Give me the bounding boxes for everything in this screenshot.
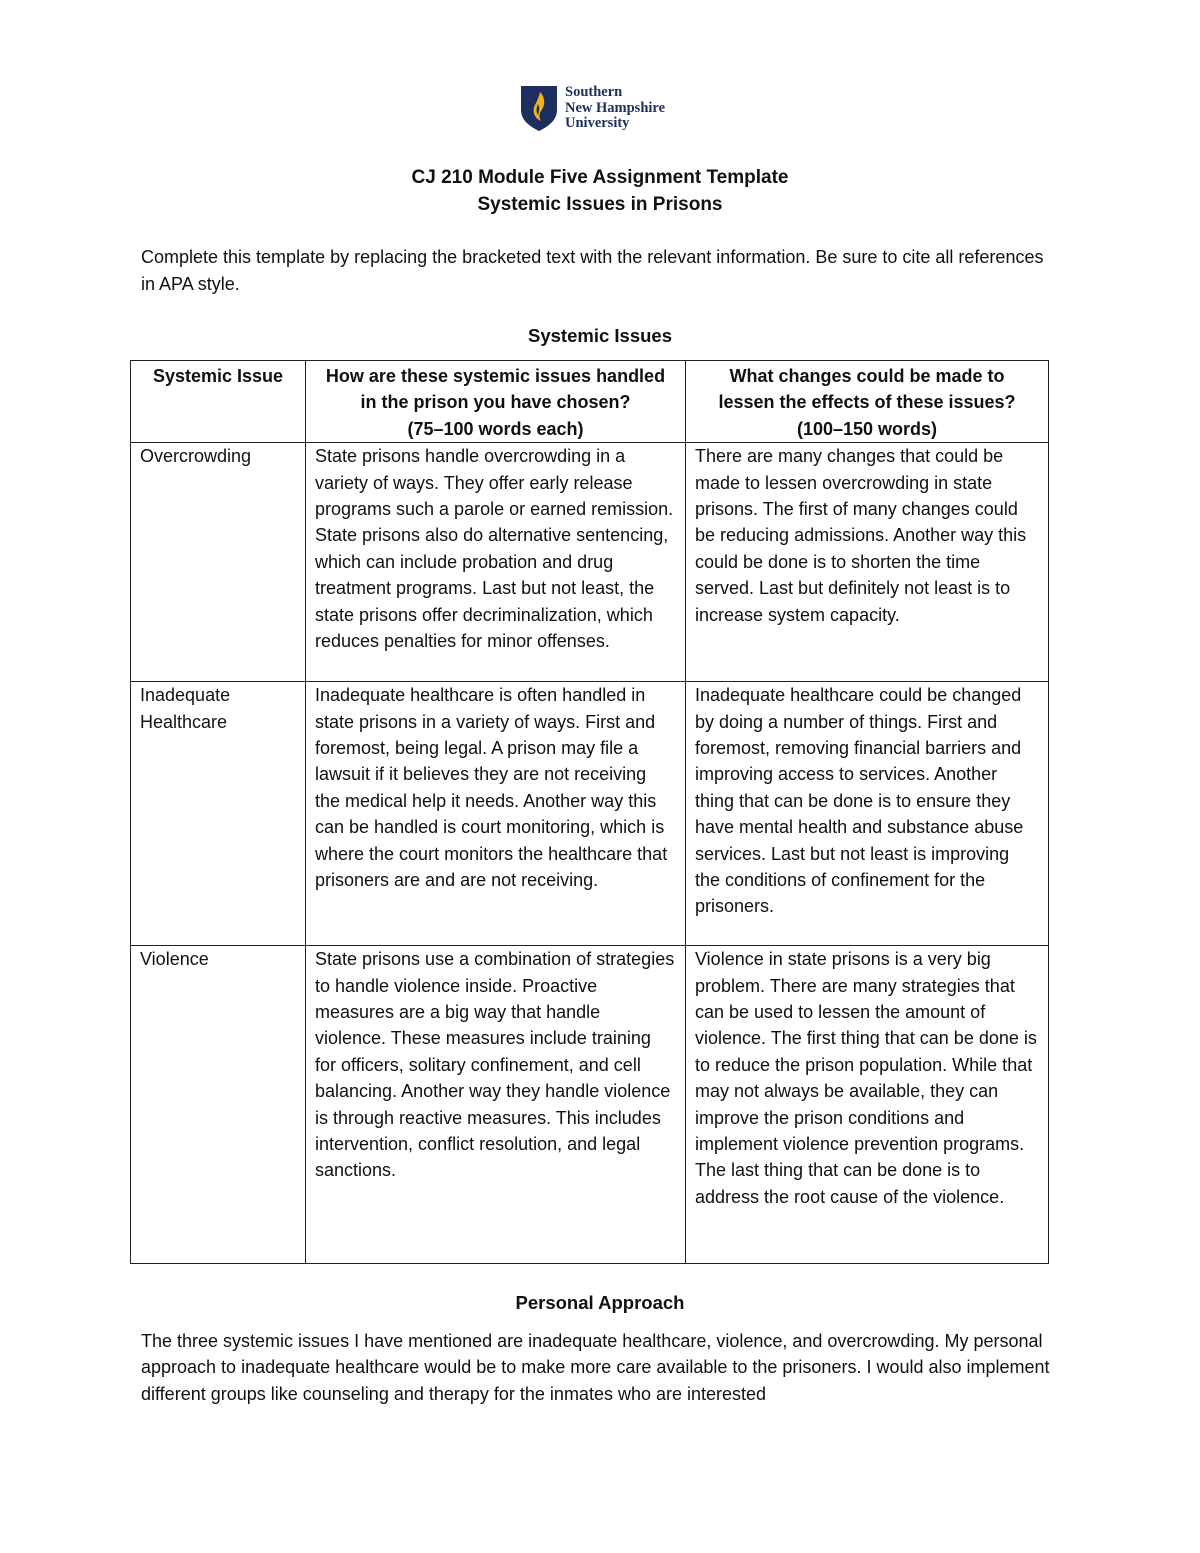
header-col3-line1: What changes could be made to (729, 366, 1005, 386)
personal-approach-paragraph: The three systemic issues I have mentioned are inadequate healthcare, violence, and overcrowding. My personal approach to inadequate healthcare would be to make more care available to the prisoners. I would also implement different groups like counseling and therapy for the inmates who are interested (141, 1331, 1050, 1404)
instructions-paragraph: Complete this template by replacing the bracketed text with the relevant information. Be sure to cite all references in APA style. (141, 247, 1044, 294)
issue-cell: Overcrowding (131, 443, 306, 682)
changes-cell: Violence in state prisons is a very big problem. There are many strategies that can be used to lessen the amount of violence. The first thing that can be done is to reduce the prison population. While that may not always be available, they can improve the prison conditions and implement violence prevention programs. The last thing that can be done is to address the root cause of the violence. (686, 946, 1049, 1264)
personal-approach-heading: Personal Approach (515, 1292, 685, 1313)
header-col2-line2: in the prison you have chosen? (360, 392, 631, 413)
logo-line-3: University (565, 115, 630, 131)
issue-cell: Violence (131, 946, 306, 1264)
university-logo (519, 84, 689, 134)
changes-cell: Inadequate healthcare could be changed by doing a number of things. First and foremost, removing financial barriers and improving access to services. Another thing that can be done is to ensure they have mental health and substance abuse services. Last but not least is improving the conditions of confinement for the prisoners. (686, 682, 1049, 946)
document-title: CJ 210 Module Five Assignment Template (411, 167, 789, 188)
header-col2-line1: How are these systemic issues handled (325, 366, 666, 386)
header-systemic-issue (131, 361, 306, 443)
handled-cell: State prisons use a combination of strategies to handle violence inside. Proactive measures are a big way that handle violence. These measures include training for officers, solitary confinement, and cell balancing. Another way they handle violence is through reactive measures. This includes intervention, conflict resolution, and legal sanctions. (306, 946, 686, 1264)
header-col3-line2: lessen the effects of these issues? (718, 392, 1016, 413)
changes-cell: There are many changes that could be made to lessen overcrowding in state prisons. The first of many changes could be reducing admissions. Another way this could be done is to shorten the time served. Last but definitely not least is to increase system capacity. (686, 443, 1049, 682)
logo-line-1: Southern (565, 84, 623, 100)
table-header-row (131, 361, 1049, 443)
table-row (131, 946, 1049, 1264)
table-row (131, 443, 1049, 682)
handled-cell: Inadequate healthcare is often handled in state prisons in a variety of ways. First and foremost, being legal. A prison may file a lawsuit if it believes they are not receiving the medical help it needs. Another way this can be handled is court monitoring, which is where the court monitors the healthcare that prisoners are and are not receiving. (306, 682, 686, 946)
header-how-handled (306, 361, 686, 443)
header-col2-line3: (75–100 words each) (407, 418, 584, 439)
shield-flame-icon (519, 84, 559, 132)
systemic-issues-table (130, 360, 1049, 1264)
systemic-issues-heading: Systemic Issues (528, 325, 672, 346)
header-col3-line3: (100–150 words) (796, 418, 938, 439)
handled-cell: State prisons handle overcrowding in a variety of ways. They offer early release programs such a parole or earned remission. State prisons also do alternative sentencing, which can include probation and drug treatment programs. Last but not least, the state prisons offer decriminalization, which reduces penalties for minor offenses. (306, 443, 686, 682)
logo-line-2: New Hampshire (565, 99, 666, 116)
issue-cell: Inadequate Healthcare (131, 682, 306, 946)
logo-wordmark (565, 84, 665, 132)
table-row (131, 682, 1049, 946)
header-col1-text: Systemic Issue (152, 366, 284, 386)
header-changes (686, 361, 1049, 443)
document-subtitle: Systemic Issues in Prisons (477, 194, 723, 215)
